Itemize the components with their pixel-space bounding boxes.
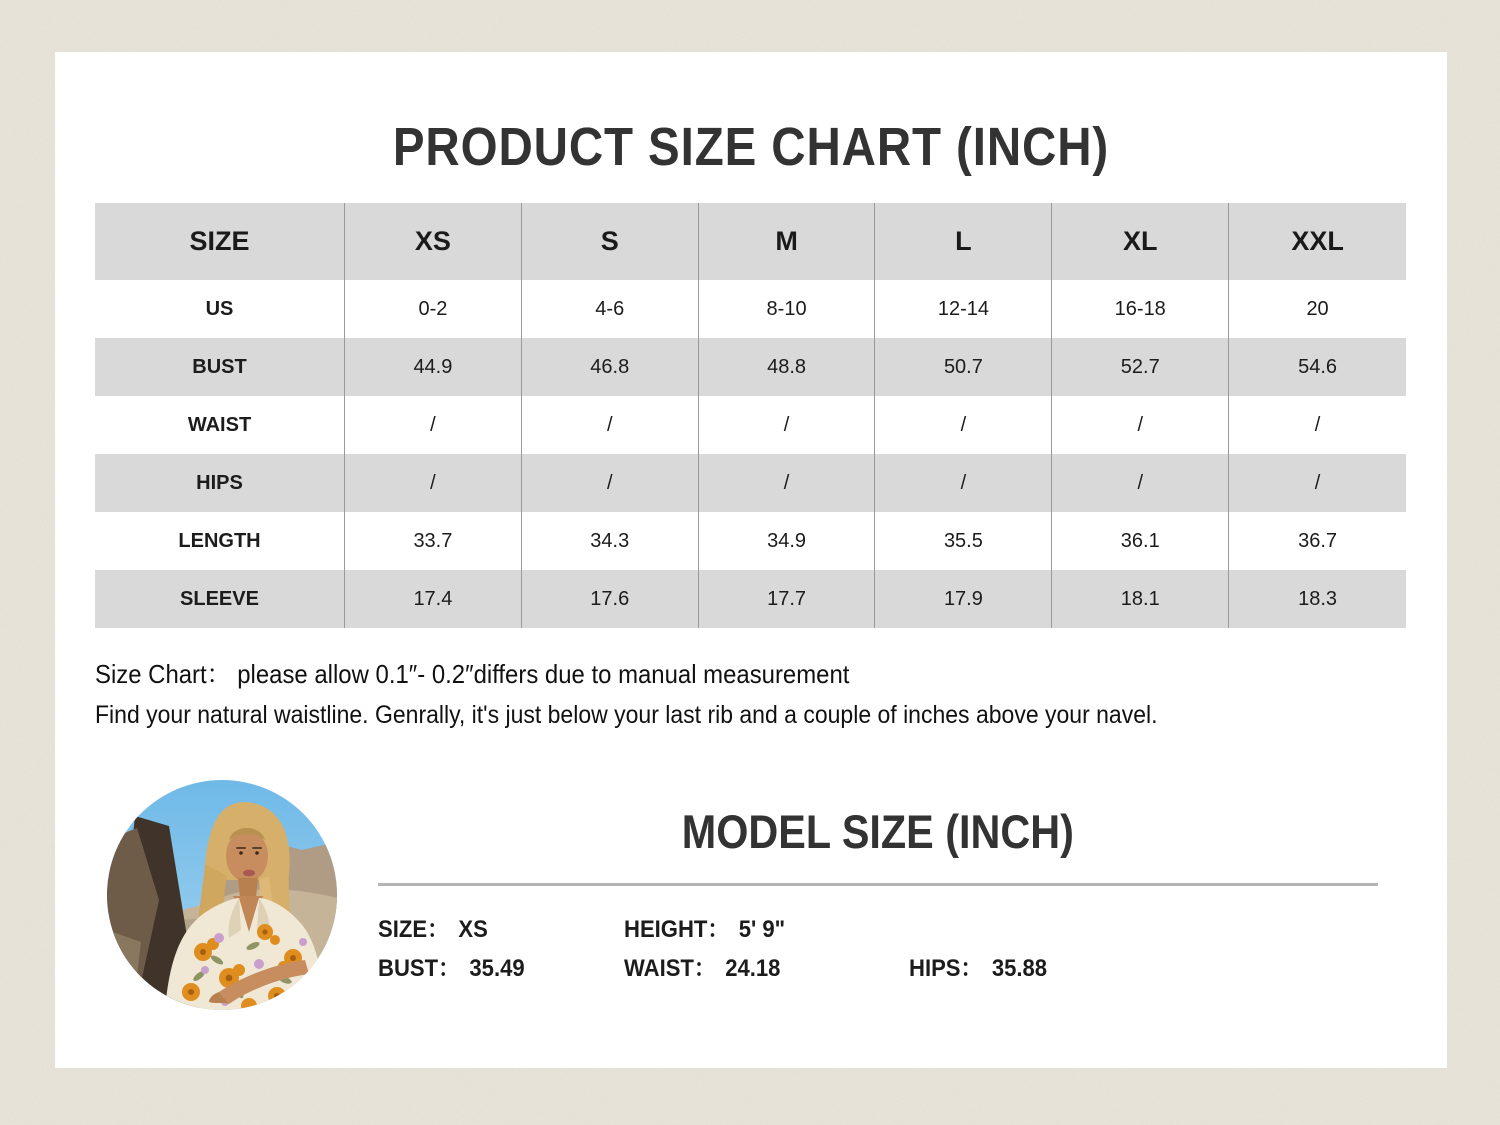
note-measurement-tolerance — [95, 658, 1250, 692]
table-cell: 4-6 — [522, 280, 699, 338]
note-line2-text: Find your natural waistline. Genrally, it's just below your last rib and a couple of inches above your navel. — [95, 700, 1158, 729]
model-stat-height-text: HEIGHT： 5' 9" — [624, 916, 786, 943]
model-size-title-text: MODEL SIZE (INCH) — [681, 805, 1075, 858]
model-stat-bust — [378, 948, 537, 983]
table-cell: 34.9 — [699, 512, 876, 570]
row-label-waist: WAIST — [95, 396, 345, 454]
model-photo-illustration — [107, 780, 337, 1010]
table-cell: 20 — [1229, 280, 1406, 338]
size-table-header-size: SIZE — [95, 203, 345, 280]
size-chart-notes — [95, 658, 1250, 731]
table-cell: / — [875, 454, 1052, 512]
table-cell: / — [699, 454, 876, 512]
table-cell: / — [345, 396, 522, 454]
table-cell: 52.7 — [1052, 338, 1229, 396]
table-cell: 17.9 — [875, 570, 1052, 628]
table-cell: / — [1052, 454, 1229, 512]
table-cell: 48.8 — [699, 338, 876, 396]
table-cell: 35.5 — [875, 512, 1052, 570]
table-cell: 18.1 — [1052, 570, 1229, 628]
model-size-title — [378, 804, 1378, 859]
model-section-divider — [378, 883, 1378, 886]
table-cell: 12-14 — [875, 280, 1052, 338]
table-cell: / — [522, 454, 699, 512]
table-cell: 36.1 — [1052, 512, 1229, 570]
note-waistline-tip — [95, 699, 1250, 732]
table-cell: 44.9 — [345, 338, 522, 396]
row-label-hips: HIPS — [95, 454, 345, 512]
size-table — [95, 203, 1406, 628]
model-stat-size — [378, 909, 497, 944]
table-cell: 17.6 — [522, 570, 699, 628]
table-cell: 17.4 — [345, 570, 522, 628]
table-cell: 50.7 — [875, 338, 1052, 396]
table-cell: 0-2 — [345, 280, 522, 338]
size-table-header-l: L — [875, 203, 1052, 280]
product-size-chart-title — [55, 116, 1447, 178]
size-table-header-xxl: XXL — [1229, 203, 1406, 280]
table-cell: 36.7 — [1229, 512, 1406, 570]
model-stat-waist-text: WAIST： 24.18 — [624, 955, 781, 982]
size-table-header-xl: XL — [1052, 203, 1229, 280]
table-cell: / — [1229, 454, 1406, 512]
row-label-length: LENGTH — [95, 512, 345, 570]
table-cell: 46.8 — [522, 338, 699, 396]
table-cell: / — [522, 396, 699, 454]
model-stat-hips-text: HIPS： 35.88 — [909, 955, 1048, 982]
table-cell: 33.7 — [345, 512, 522, 570]
table-cell: / — [1229, 396, 1406, 454]
size-chart-card — [55, 52, 1447, 1068]
model-photo — [107, 780, 337, 1010]
model-stat-hips — [909, 948, 1059, 983]
table-cell: 54.6 — [1229, 338, 1406, 396]
row-label-sleeve: SLEEVE — [95, 570, 345, 628]
model-stat-bust-text: BUST： 35.49 — [378, 955, 525, 982]
model-stat-height — [624, 909, 799, 944]
note-line1-text: Size Chart： please allow 0.1″- 0.2″differs due to manual measurement — [95, 659, 850, 689]
table-cell: 8-10 — [699, 280, 876, 338]
table-cell: 18.3 — [1229, 570, 1406, 628]
product-size-chart-title-text: PRODUCT SIZE CHART (INCH) — [392, 117, 1110, 177]
table-cell: / — [345, 454, 522, 512]
table-cell: 34.3 — [522, 512, 699, 570]
table-cell: / — [699, 396, 876, 454]
table-cell: 16-18 — [1052, 280, 1229, 338]
table-cell: / — [1052, 396, 1229, 454]
size-table-header-xs: XS — [345, 203, 522, 280]
model-stat-waist — [624, 948, 794, 983]
size-table-header-s: S — [522, 203, 699, 280]
row-label-us: US — [95, 280, 345, 338]
size-table-header-m: M — [699, 203, 876, 280]
row-label-bust: BUST — [95, 338, 345, 396]
model-stat-size-text: SIZE： XS — [378, 916, 488, 943]
table-cell: 17.7 — [699, 570, 876, 628]
table-cell: / — [875, 396, 1052, 454]
